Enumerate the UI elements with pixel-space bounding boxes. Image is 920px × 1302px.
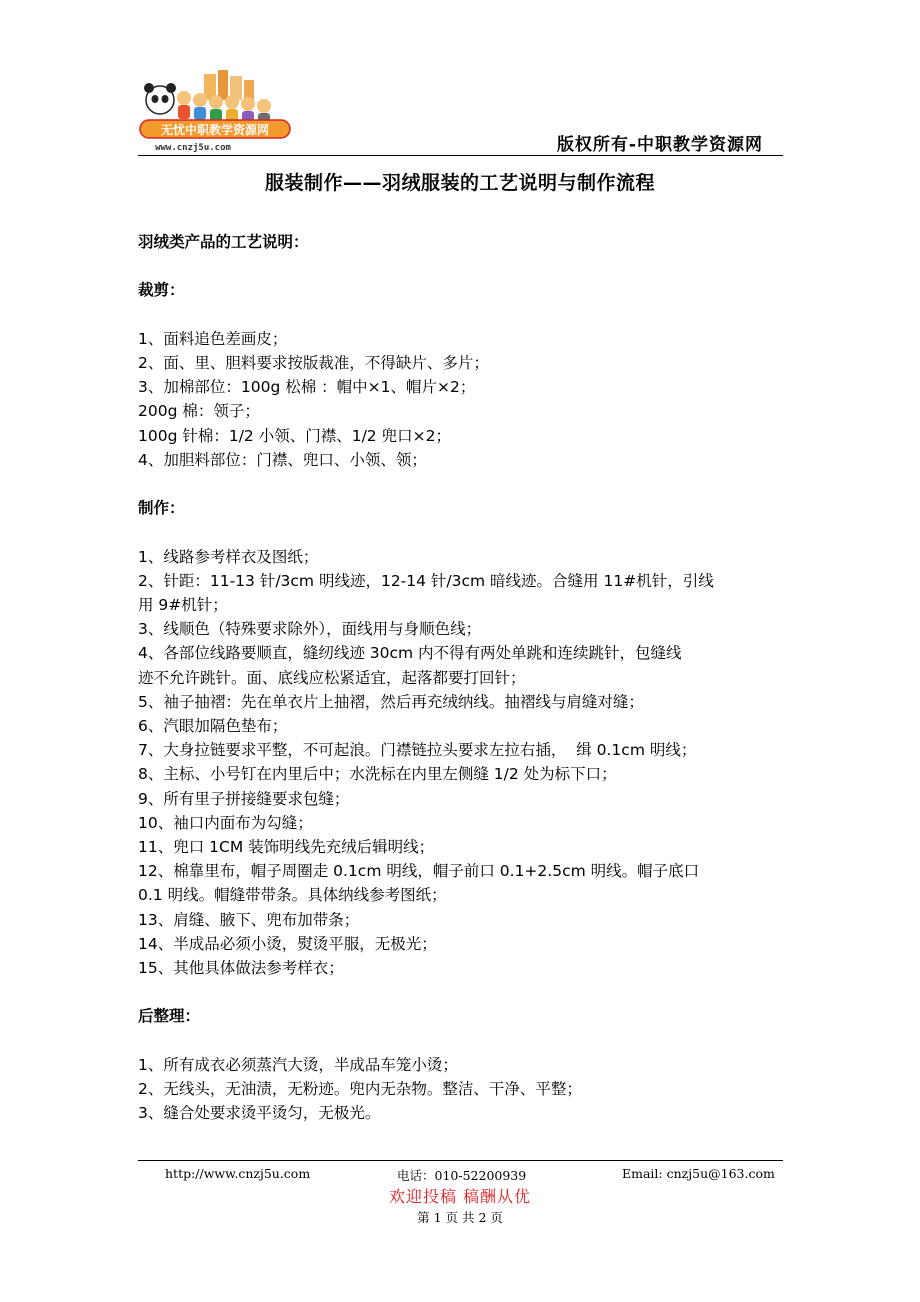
list-item: 3、线顺色（特殊要求除外），面线用与身顺色线； [138,620,482,639]
copyright-text: 版权所有-中职教学资源网 [556,135,763,155]
footer-email: Email: cnzj5u@163.com [622,1166,775,1181]
svg-text:无忧中职教学资源网: 无忧中职教学资源网 [160,123,270,137]
list-item: 3、缝合处要求烫平烫匀，无极光。 [138,1104,381,1123]
finishing-heading: 后整理： [138,1007,201,1026]
list-item: 1、线路参考样衣及图纸； [138,547,319,566]
intro-heading: 羽绒类产品的工艺说明： [138,233,309,251]
page-number: 第 1 页 共 2 页 [417,1210,503,1225]
list-item: 迹不允许跳针。面、底线应松紧适宜，起落都要打回针； [138,668,526,687]
list-item: 15、其他具体做法参考样衣； [138,959,344,978]
making-heading: 制作： [138,499,185,518]
page-header [138,68,783,156]
list-item: 1、所有成衣必须蒸汽大烫，半成品车笼小烫； [138,1055,458,1074]
list-item: 5、袖子抽褶：先在单衣片上抽褶，然后再充绒纳线。抽褶线与肩缝对缝； [138,692,644,711]
footer-website: http://www.cnzj5u.com [165,1166,311,1181]
cutting-list [138,327,788,472]
list-item: 12、棉靠里布，帽子周圈走 0.1cm 明线，帽子前口 0.1+2.5cm 明线。帽子底口 [138,862,700,881]
list-item: 用 9#机针； [138,595,228,614]
list-item: 4、各部位线路要顺直，缝纫线迹 30cm 内不得有两处单跳和连续跳针，包缝线 [138,644,682,663]
document-body [138,230,788,1125]
list-item: 13、肩缝、腋下、兜布加带条； [138,910,360,929]
list-item: 9、所有里子拼接缝要求包缝； [138,789,350,808]
cutting-heading: 裁剪： [138,281,185,300]
footer-phone: 电话：010-52200939 [397,1168,527,1183]
page-title: 服装制作——羽绒服装的工艺说明与制作流程 [264,172,655,194]
list-item: 11、兜口 1CM 装饰明线先充绒后辑明线； [138,838,435,857]
site-logo [138,68,298,154]
list-item: 1、面料追色差画皮； [138,329,288,348]
list-item: 6、汽眼加隔色垫布； [138,717,288,735]
list-item: 4、加胆料部位：门襟、兜口、小领、领； [138,450,427,469]
list-item: 2、无线头，无油渍，无粉迹。兜内无杂物。整洁、干净、平整； [138,1080,582,1099]
svg-text:www.cnzj5u.com: www.cnzj5u.com [155,143,231,153]
list-item: 100g 针棉：1/2 小领、门襟、1/2 兜口×2； [138,426,451,445]
list-item: 200g 棉：领子； [138,402,260,421]
list-item: 2、面、里、胆料要求按版裁准，不得缺片、多片； [138,353,489,372]
list-item: 7、大身拉链要求平整，不可起浪。门襟链拉头要求左拉右插， 缉 0.1cm 明线； [138,741,697,760]
making-list [138,545,788,981]
list-item: 10、袖口内面布为勾缝； [138,813,313,832]
list-item: 8、主标、小号钉在内里后中；水洗标在内里左侧缝 1/2 处为标下口； [138,765,617,784]
list-item: 14、半成品必须小烫，熨烫平服，无极光； [138,934,437,953]
header-divider [138,155,783,156]
finishing-list [138,1053,788,1126]
list-item: 2、针距：11-13 针/3cm 明线迹，12-14 针/3cm 暗线迹。合缝用 11#机针，引线 [138,571,714,590]
footer-divider [138,1160,783,1161]
list-item: 3、加棉部位：100g 松棉 ：帽中×1、帽片×2； [138,378,476,397]
list-item: 0.1 明线。帽缝带带条。具体纳线参考图纸； [138,886,447,905]
footer-slogan: 欢迎投稿 稿酬从优 [388,1187,532,1206]
